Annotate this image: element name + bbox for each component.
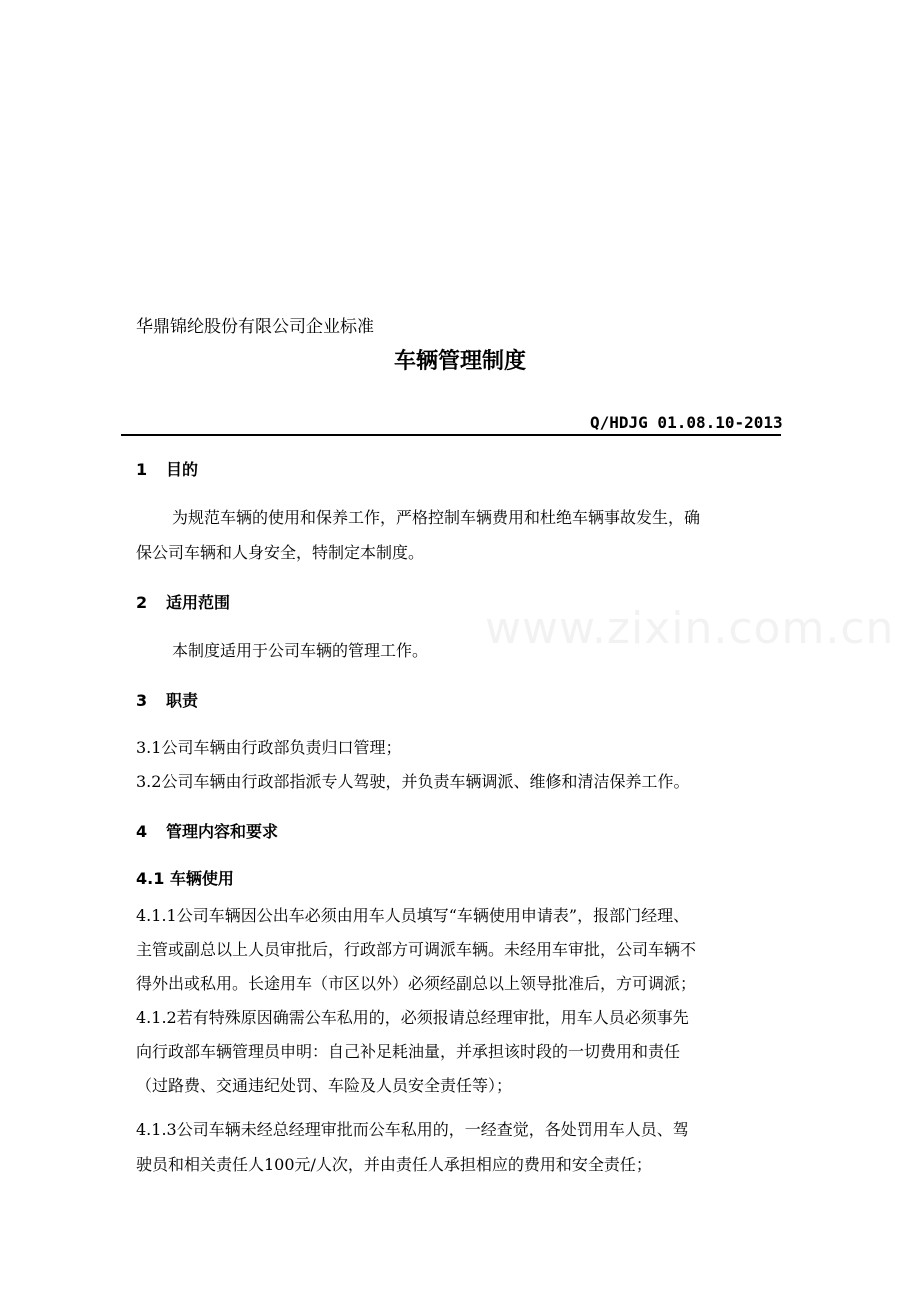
- watermark: www.zixin.com.cn: [485, 603, 895, 654]
- clause-4-1-2-line: （过路费、交通违纪处罚、车险及人员安全责任等）；: [136, 1076, 513, 1095]
- subsection-4-1-heading: 4.1 车辆使用: [136, 869, 234, 888]
- section-number: 3: [136, 691, 148, 710]
- section-1-paragraph-line: 保公司车辆和人身安全，特制定本制度。: [136, 543, 425, 562]
- section-title: 目的: [166, 460, 199, 479]
- clause-4-1-2-line: 向行政部车辆管理员申明：自己补足耗油量，并承担该时段的一切费用和责任: [136, 1042, 681, 1061]
- clause-4-1-1-line: 得外出或私用。长途用车（市区以外）必须经副总以上领导批准后，方可调派；: [136, 974, 697, 993]
- document-title: 车辆管理制度: [393, 349, 526, 374]
- clause-4-1-3-line: 4.1.3公司车辆未经总经理审批而公车私用的，一经查觉，各处罚用车人员、驾: [136, 1120, 689, 1139]
- section-title: 适用范围: [166, 593, 231, 612]
- section-1-heading: [136, 457, 198, 480]
- section-3-heading: [136, 688, 198, 711]
- clause-4-1-3-line: 驶员和相关责任人100元/人次，并由责任人承担相应的费用和安全责任；: [136, 1155, 652, 1174]
- section-number: 2: [136, 593, 148, 612]
- section-2-paragraph: 本制度适用于公司车辆的管理工作。: [172, 641, 429, 660]
- company-standard-label: 华鼎锦纶股份有限公司企业标准: [136, 317, 374, 337]
- standard-code: Q/HDJG 01.08.10-2013: [590, 413, 783, 432]
- section-title: 管理内容和要求: [166, 822, 279, 841]
- section-1-paragraph-line: 为规范车辆的使用和保养工作，严格控制车辆费用和杜绝车辆事故发生，确: [172, 508, 701, 527]
- section-number: 4: [136, 822, 148, 841]
- clause-4-1-1-line: 主管或副总以上人员审批后，行政部方可调派车辆。未经用车审批，公司车辆不: [136, 940, 697, 959]
- section-3-item-1: 3.1公司车辆由行政部负责归口管理；: [136, 738, 402, 757]
- section-3-item-2: 3.2公司车辆由行政部指派专人驾驶，并负责车辆调派、维修和清洁保养工作。: [136, 772, 690, 791]
- section-2-heading: [136, 590, 230, 613]
- section-number: 1: [136, 460, 148, 479]
- section-4-heading: [136, 819, 278, 842]
- section-title: 职责: [166, 691, 199, 710]
- clause-4-1-2-line: 4.1.2若有特殊原因确需公车私用的，必须报请总经理审批，用车人员必须事先: [136, 1008, 689, 1027]
- clause-4-1-1-line: 4.1.1公司车辆因公出车必须由用车人员填写“车辆使用申请表”，报部门经理、: [136, 906, 690, 925]
- header-divider: [121, 434, 781, 436]
